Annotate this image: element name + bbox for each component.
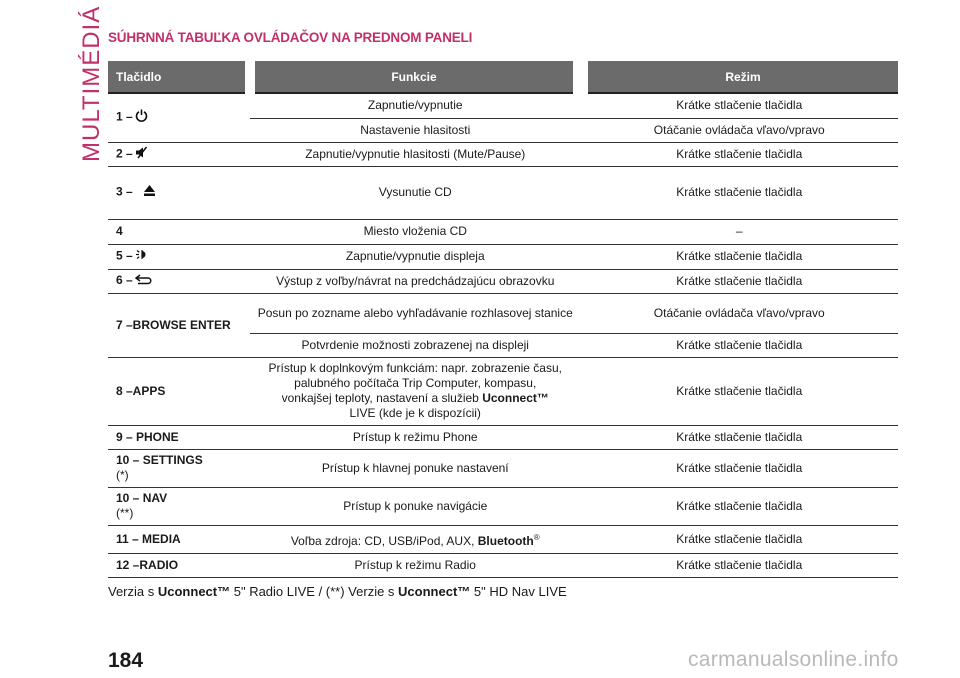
brand-name: Uconnect™: [482, 391, 549, 405]
table-row: [108, 219, 898, 244]
table-row: [108, 269, 898, 293]
key-cell: 2 –: [108, 142, 250, 166]
footnote: Verzia s Uconnect™ 5" Radio LIVE / (**) Verzie s Uconnect™ 5" HD Nav LIVE: [108, 584, 567, 599]
table-row: [108, 553, 898, 577]
mode-cell: Krátke stlačenie tlačidla: [581, 449, 899, 487]
function-cell: Potvrdenie možnosti zobrazenej na displeji: [250, 333, 581, 357]
function-cell: Zapnutie/vypnutie hlasitosti (Mute/Pause): [250, 142, 581, 166]
key-cell: 11 – MEDIA: [108, 525, 250, 553]
mode-cell: Krátke stlačenie tlačidla: [581, 487, 899, 525]
power-icon: [135, 109, 148, 126]
function-cell: Posun po zozname alebo vyhľadávanie rozhlasovej stanice: [250, 293, 581, 333]
table-row: [108, 244, 898, 269]
mode-cell: Krátke stlačenie tlačidla: [581, 525, 899, 553]
table-row: [108, 425, 898, 449]
page-number: 184: [108, 649, 144, 672]
function-cell: Voľba zdroja: CD, USB/iPod, AUX, Bluetooth®: [250, 525, 581, 553]
key-cell: 10 – NAV (**): [108, 487, 250, 525]
key-cell: 7 –BROWSE ENTER: [108, 293, 250, 357]
eject-icon: [143, 184, 156, 201]
mode-cell: –: [581, 219, 899, 244]
function-cell: Zapnutie/vypnutie displeja: [250, 244, 581, 269]
mode-cell: Krátke stlačenie tlačidla: [581, 553, 899, 577]
mode-cell: Otáčanie ovládača vľavo/vpravo: [581, 293, 899, 333]
mode-cell: Krátke stlačenie tlačidla: [581, 93, 899, 118]
key-cell: 1 –: [108, 93, 250, 142]
back-arrow-icon: [135, 274, 153, 289]
key-cell: 12 –RADIO: [108, 553, 250, 577]
key-cell: 6 –: [108, 269, 250, 293]
mode-cell: Krátke stlačenie tlačidla: [581, 425, 899, 449]
function-cell: Prístup k hlavnej ponuke nastavení: [250, 449, 581, 487]
table-row: [108, 357, 898, 425]
key-cell: 5 –: [108, 244, 250, 269]
function-cell: Prístup k doplnkovým funkciám: napr. zobrazenie času, palubného počítača Trip Computer, kompasu, vonkajšej teploty, nastavení a služieb Uconnect™ LIVE (kde je k dispozícii): [250, 357, 581, 425]
table-row: [108, 142, 898, 166]
function-cell: Výstup z voľby/návrat na predchádzajúcu obrazovku: [250, 269, 581, 293]
mode-cell: Krátke stlačenie tlačidla: [581, 357, 899, 425]
mode-cell: Krátke stlačenie tlačidla: [581, 333, 899, 357]
table-row: [108, 293, 898, 333]
display-toggle-icon: [135, 248, 148, 265]
mode-cell: Krátke stlačenie tlačidla: [581, 166, 899, 219]
mute-icon: [135, 146, 148, 163]
header-function: Funkcie: [250, 61, 581, 93]
key-cell: 9 – PHONE: [108, 425, 250, 449]
key-cell: 10 – SETTINGS (*): [108, 449, 250, 487]
function-cell: Prístup k režimu Radio: [250, 553, 581, 577]
header-mode: Režim: [581, 61, 899, 93]
side-section-label: MULTIMÉDIÁ: [78, 5, 105, 162]
mode-cell: Otáčanie ovládača vľavo/vpravo: [581, 118, 899, 142]
function-cell: Prístup k režimu Phone: [250, 425, 581, 449]
function-cell: Nastavenie hlasitosti: [250, 118, 581, 142]
mode-cell: Krátke stlačenie tlačidla: [581, 244, 899, 269]
function-cell: Miesto vloženia CD: [250, 219, 581, 244]
function-cell: Prístup k ponuke navigácie: [250, 487, 581, 525]
table-row: [108, 449, 898, 487]
key-cell: 4: [108, 219, 250, 244]
brand-name: Bluetooth: [477, 533, 534, 548]
table-row: [108, 525, 898, 553]
function-cell: Vysunutie CD: [250, 166, 581, 219]
table-row: [108, 166, 898, 219]
table-header-row: [108, 61, 898, 93]
controls-table: [108, 61, 898, 578]
page-title: SÚHRNNÁ TABUĽKA OVLÁDAČOV NA PREDNOM PANELI: [108, 30, 473, 45]
mode-cell: Krátke stlačenie tlačidla: [581, 269, 899, 293]
header-button: Tlačidlo: [108, 61, 250, 93]
table-row: [108, 487, 898, 525]
function-cell: Zapnutie/vypnutie: [250, 93, 581, 118]
watermark: carmanualsonline.info: [688, 648, 899, 671]
mode-cell: Krátke stlačenie tlačidla: [581, 142, 899, 166]
table-row: [108, 93, 898, 118]
key-cell: 8 –APPS: [108, 357, 250, 425]
key-cell: 3 –: [108, 166, 250, 219]
